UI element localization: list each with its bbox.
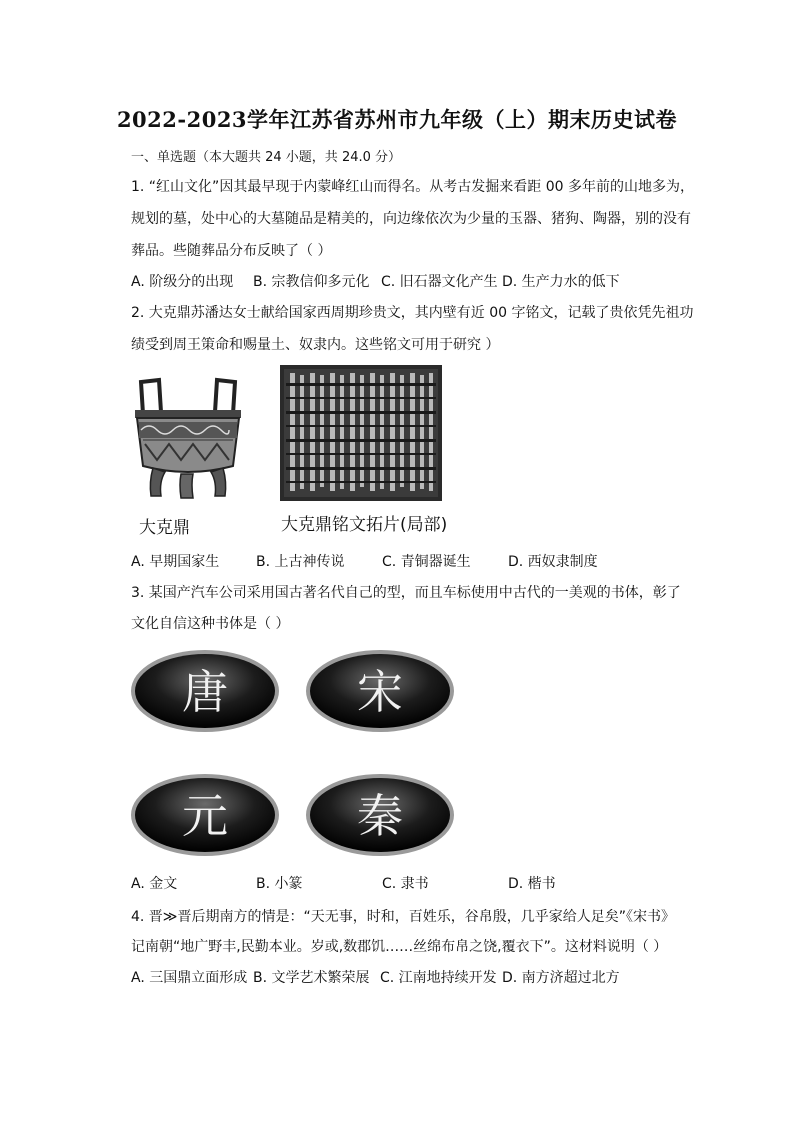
section-heading: 一、单选题（本大题共 24 小题，共 24.0 分） <box>131 150 402 165</box>
q2-line-2: 绩受到周王策命和赐量土、奴隶内。这些铭文可用于研究 ） <box>131 337 500 353</box>
rubbing-caption: 大克鼎铭文拓片(局部) <box>281 515 448 535</box>
q4-line-2: 记南朝“地广野丰,民勤本业。岁或,数郡饥……丝绵布帛之饶,覆衣下”。这材料说明（ ） <box>131 939 668 955</box>
q2-option-b[interactable]: B. 上古神传说 <box>256 554 345 570</box>
q3-option-a[interactable]: A. 金文 <box>131 876 178 892</box>
q2-option-a[interactable]: A. 早期国家生 <box>131 554 220 570</box>
badge-qin <box>304 772 456 858</box>
q2-option-d[interactable]: D. 西奴隶制度 <box>508 554 598 570</box>
q1-option-c[interactable]: C. 旧石器文化产生 <box>381 274 498 290</box>
q4-option-a[interactable]: A. 三国鼎立面形成 <box>131 970 248 986</box>
ding-caption: 大克鼎 <box>139 518 190 538</box>
inscription-rubbing-image <box>278 363 444 503</box>
da-ke-ding-image <box>129 374 247 500</box>
exam-title: 2022-2023学年江苏省苏州市九年级（上）期末历史试卷 <box>116 107 678 132</box>
q1-line-3: 葬品。些随葬品分布反映了（ ） <box>131 243 332 259</box>
q4-option-b[interactable]: B. 文学艺术繁荣展 <box>253 970 370 986</box>
q3-line-1: 3. 某国产汽车公司采用国古著名代自己的型，而且车标使用中古代的一美观的书体，彰了 <box>131 585 681 601</box>
q3-line-2: 文化自信这种书体是（ ） <box>131 616 290 632</box>
badge-yuan <box>129 772 281 858</box>
q4-option-d[interactable]: D. 南方济超过北方 <box>502 970 620 986</box>
q2-line-1: 2. 大克鼎苏潘达女士献给国家西周期珍贵文，其内壁有近 00 字铭文，记载了贵依凭先祖功 <box>131 305 694 321</box>
q3-option-c[interactable]: C. 隶书 <box>382 876 429 892</box>
q3-option-b[interactable]: B. 小篆 <box>256 876 303 892</box>
badge-tang <box>129 648 281 734</box>
q1-option-a[interactable]: A. 阶级分的出现 <box>131 274 234 290</box>
badge-tang-glyph: 唐 <box>182 665 228 719</box>
badge-song <box>304 648 456 734</box>
q1-option-b[interactable]: B. 宗教信仰多元化 <box>253 274 370 290</box>
q2-option-c[interactable]: C. 青铜器诞生 <box>382 554 471 570</box>
q1-option-d[interactable]: D. 生产力水的低下 <box>502 274 620 290</box>
q1-line-1: 1. “红山文化”因其最早现于内蒙峰红山而得名。从考古发掘来看距 00 多年前的山地多为， <box>131 179 695 195</box>
badge-qin-glyph: 秦 <box>357 789 403 843</box>
q4-option-c[interactable]: C. 江南地持续开发 <box>380 970 497 986</box>
q1-line-2: 规划的墓，处中心的大墓随品是精美的，向边缘依次为少量的玉器、猪狗、陶器，别的没有 <box>131 211 691 227</box>
badge-yuan-glyph: 元 <box>182 789 228 843</box>
q3-option-d[interactable]: D. 楷书 <box>508 876 556 892</box>
q4-line-1: 4. 晋≫晋后期南方的情是：“天无事，时和，百姓乐，谷帛殷，几乎家给人足矣”《宋书》 <box>131 909 675 925</box>
badge-song-glyph: 宋 <box>357 665 403 719</box>
